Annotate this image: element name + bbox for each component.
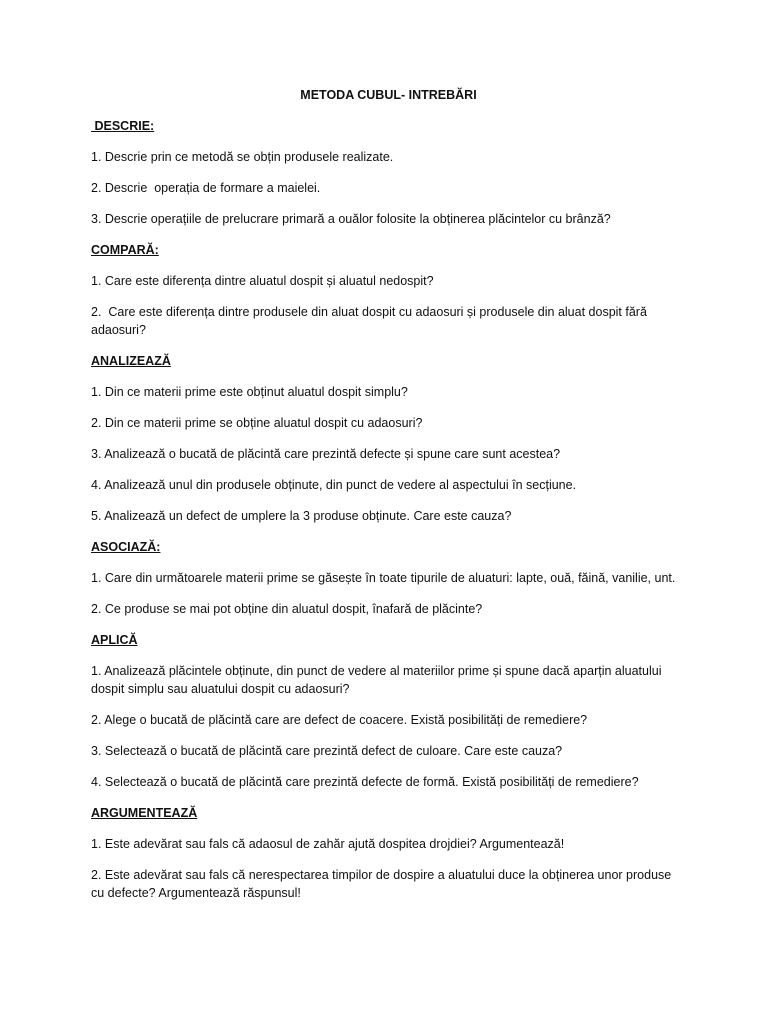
question-descrie-3: 3. Descrie operațiile de prelucrare primară a ouălor folosite la obținerea plăcintelor cu brânză? [91,212,611,226]
question-aplica-4: 4. Selectează o bucată de plăcintă care prezintă defecte de formă. Există posibilități de remediere? [91,775,639,789]
question-aplica-1: 1. Analizează plăcintele obținute, din punct de vedere al materiilor prime și spune dacă aparțin aluatului dospit simplu sau aluatului dospit cu adaosuri? [91,664,665,696]
question-descrie-1: 1. Descrie prin ce metodă se obțin produsele realizate. [91,150,394,164]
question-aplica-2: 2. Alege o bucată de plăcintă care are defect de coacere. Există posibilități de remediere? [91,713,588,727]
question-analizeaza-4: 4. Analizează unul din produsele obținute, din punct de vedere al aspectului în secțiune. [91,478,577,492]
section-heading-analizeaza: ANALIZEAZĂ [91,354,171,368]
question-asociaza-1: 1. Care din următoarele materii prime se găsește în toate tipurile de aluaturi: lapte, ouă, făină, vanilie, unt. [91,571,676,585]
question-analizeaza-1: 1. Din ce materii prime este obținut aluatul dospit simplu? [91,385,408,399]
question-aplica-3: 3. Selectează o bucată de plăcintă care prezintă defect de culoare. Care este cauza? [91,744,563,758]
section-heading-argumenteaza: ARGUMENTEAZĂ [91,806,198,820]
question-compara-1: 1. Care este diferența dintre aluatul dospit și aluatul nedospit? [91,274,434,288]
question-asociaza-2: 2. Ce produse se mai pot obține din aluatul dospit, înafară de plăcinte? [91,602,483,616]
question-argumenteaza-2: 2. Este adevărat sau fals că nerespectarea timpilor de dospire a aluatului duce la obținerea unor produse cu defecte? Argumentează răspunsul! [91,868,675,900]
section-heading-descrie: DESCRIE: [91,119,155,133]
question-descrie-2: 2. Descrie operația de formare a maielei. [91,181,321,195]
question-analizeaza-2: 2. Din ce materii prime se obține aluatul dospit cu adaosuri? [91,416,423,430]
question-argumenteaza-1: 1. Este adevărat sau fals că adaosul de zahăr ajută dospitea drojdiei? Argumentează! [91,837,565,851]
section-heading-aplica: APLICĂ [91,633,138,647]
question-analizeaza-5: 5. Analizează un defect de umplere la 3 produse obținute. Care este cauza? [91,509,512,523]
question-analizeaza-3: 3. Analizează o bucată de plăcintă care prezintă defecte și spune care sunt acestea? [91,447,561,461]
question-compara-2: 2. Care este diferența dintre produsele din aluat dospit cu adaosuri și produsele din aluat dospit fără adaosuri? [91,305,651,337]
document-title: METODA CUBUL- INTREBĂRI [300,88,477,102]
section-heading-compara: COMPARĂ: [91,243,159,257]
section-heading-asociaza: ASOCIAZĂ: [91,540,161,554]
